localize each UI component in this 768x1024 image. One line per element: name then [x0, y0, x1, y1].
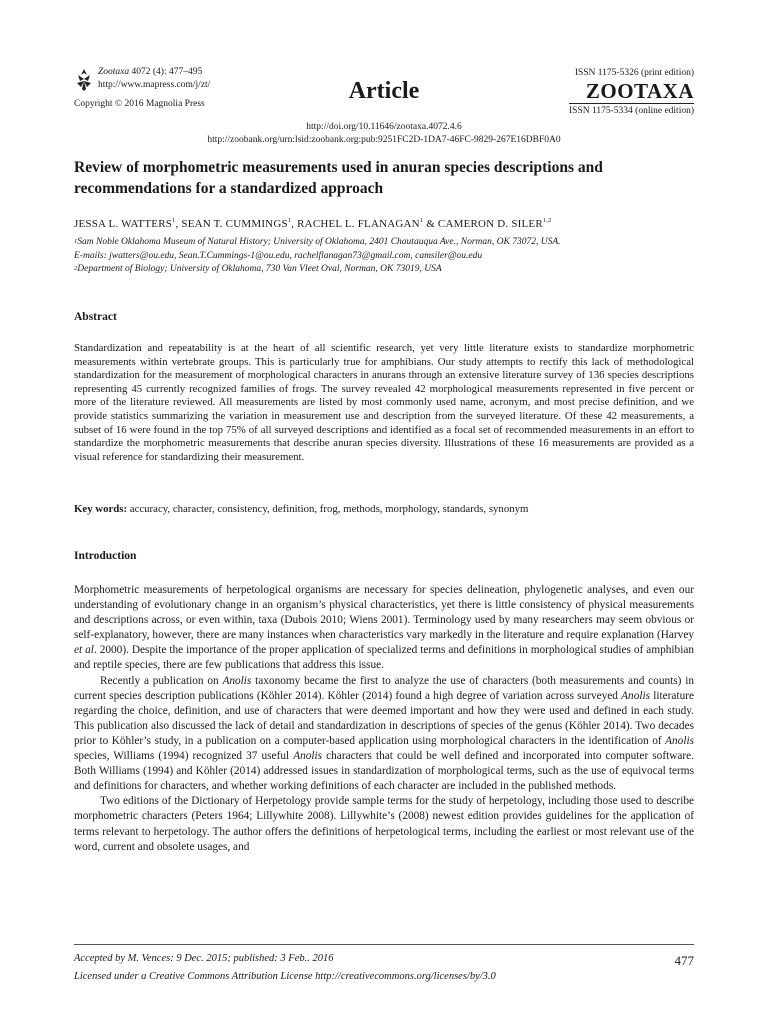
text-run: . 2000). Despite the importance of the proper application of specialized terms and definitions in morphological studies of amphibian and reptile species, there are few publications that address this issue. [74, 644, 694, 672]
affiliation-text: Department of Biology; University of Oklahoma, 730 Van Vleet Oval, Norman, OK 73019, USA [77, 264, 442, 274]
text-run: taxonomy became the first to analyze the use of characters (both measurements and counts) in current species description publications (Köhler 2014). Köhler (2014) found a high degree of variation across surveyed [74, 674, 694, 702]
copyright-notice: Copyright © 2016 Magnolia Press [74, 99, 205, 109]
abstract-heading: Abstract [74, 311, 117, 323]
author-affiliation-mark: 1,2 [542, 217, 552, 224]
keywords-text: accuracy, character, consistency, definition, frog, methods, morphology, standards, synonym [127, 503, 529, 515]
affiliation-2 [74, 263, 694, 277]
author-affiliation-mark: 1 [419, 217, 424, 224]
paper-title: Review of morphometric measurements used in anuran species descriptions and recommendations for a standardized approach [74, 159, 603, 197]
genus-name: Anolis [621, 689, 651, 702]
doi-block [0, 121, 768, 146]
text-run: species, Williams (1994) recognized 37 useful [74, 750, 294, 763]
text-run: Morphometric measurements of herpetological organisms are necessary for species delineation, phylogenetic analyses, and even our understanding of evolutionary change in an organism’s physical characteristics, yet there is little consistency of physical measurements and descriptions across, or even within, taxa (Dubois 2010; Wiens 2001). Terminology used by many researchers may seem obvious or self-explanatory, however, there are many instances when characteristics vary markedly in the literature and require explanation (Harvey [74, 584, 694, 642]
text-run: literature regarding the choice, definition, and use of characters that were deemed important and how they were used and defined in each study. This publication also discussed the lack of detail and standardization in descriptions of species of the genus (Köhler 2014). Two decades prior to Köhler’s study, in a publication on a computer-based application using morphological characters in the identification of [74, 689, 694, 747]
intro-paragraph: Two editions of the Dictionary of Herpetology provide sample terms for the study of herpetology, including those used to describe morphometric characters (Peters 1964; Lillywhite 2008). Lillywhite’s (2008) newest edition provides guidelines for the application of terms relevant to herpetology. The author offers the definitions of herpetological terms, including the earliest or most relevant use of the word, current and obsolete usages, and [74, 795, 694, 853]
genus-name: Anolis [665, 734, 694, 747]
author-emails: E-mails: jwatters@ou.edu, Sean.T.Cummings-1@ou.edu, rachelflanagan73@gmail.com, camsiler@ou.edu [74, 250, 483, 261]
author-name: , SEAN T. CUMMINGS [175, 218, 288, 230]
article-label: Article [348, 78, 420, 104]
journal-issue: 4072 (4): 477–495 [129, 67, 203, 77]
affiliations [74, 236, 694, 277]
author-affiliation-mark: 1 [287, 217, 292, 224]
author-name: , RACHEL L. FLANAGAN [291, 218, 420, 230]
abstract-text: Standardization and repeatability is at the heart of all scientific research, yet very little literature exists to standardize morphometric measurements within vertebrate groups. This is particularly true for amphibians. Our study attempts to rectify this lack of methodological standardization for the measurement of morphological characters in anurans through an extensive literature survey of 136 species descriptions representing 45 currently recognized families of frogs. The survey revealed 42 morphological measurements represented in five percent or more of the literature reviewed. All measurements are listed by most commonly used name, acronym, and most precise definition, and we provide statistics summarizing the variation in measurement use and description from the surveyed literature. Of these 42 measurements, a subset of 16 were found in the top 75% of all surveyed descriptions and identified as a focal set of recommended measurements in an effort to standardize the morphometric measurements that describe anuran species diversity. Illustrations of these 16 measurements are provided as a visual reference for standardizing their measurement. [74, 342, 694, 463]
affiliation-1 [74, 236, 694, 250]
introduction-heading: Introduction [74, 550, 137, 562]
text-run-italic: et al [74, 644, 94, 657]
text-run: Recently a publication on [100, 674, 223, 687]
accepted-note: Accepted by M. Vences: 9 Dec. 2015; published: 3 Feb.. 2016 [74, 953, 334, 964]
affiliation-mark: 1 [74, 238, 78, 245]
doi-link[interactable]: http://doi.org/10.11646/zootaxa.4072.4.6 [306, 122, 462, 132]
author-name: & CAMERON D. SILER [423, 218, 543, 230]
author-name: JESSA L. WATTERS [74, 218, 173, 230]
issn-print: ISSN 1175-5326 (print edition) [574, 68, 694, 78]
issn-online: ISSN 1175-5334 (online edition) [569, 106, 694, 116]
author-list [74, 218, 552, 230]
license-note: Licensed under a Creative Commons Attribution License http://creativecommons.org/licenses/by/3.0 [74, 971, 496, 982]
keywords [74, 503, 528, 515]
affiliation-text: Sam Noble Oklahoma Museum of Natural History; University of Oklahoma, 2401 Chautauqua Ave., Norman, OK 73072, USA. [77, 237, 561, 247]
journal-brand-block [569, 67, 694, 117]
journal-name: Zootaxa [98, 67, 130, 77]
introduction-body [74, 583, 694, 855]
affiliation-mark: 2 [74, 265, 78, 272]
genus-name: Anolis [293, 750, 323, 763]
intro-paragraph [74, 674, 694, 795]
text-run: characters that could be well defined and incorporated into computer software. Both Williams (1994) and Köhler (2014) addressed issues in standardization of morphological terms, such as the use of equivocal terms and definitions for characters, and whether working definitions of each character are included in the published methods. [74, 750, 694, 793]
page-number: 477 [674, 953, 694, 968]
intro-paragraph [74, 583, 694, 674]
genus-name: Anolis [222, 674, 252, 687]
zoobank-link[interactable]: http://zoobank.org/urn:lsid:zoobank.org:pub:9251FC2D-1DA7-46FC-9829-267E16DBF0A0 [207, 134, 561, 145]
keywords-label: Key words: [74, 503, 128, 515]
journal-url-link[interactable]: http://www.mapress.com/j/zt/ [98, 79, 211, 90]
zootaxa-brand: ZOOTAXA [569, 80, 694, 104]
footer-divider [74, 944, 694, 945]
author-affiliation-mark: 1 [172, 217, 176, 224]
